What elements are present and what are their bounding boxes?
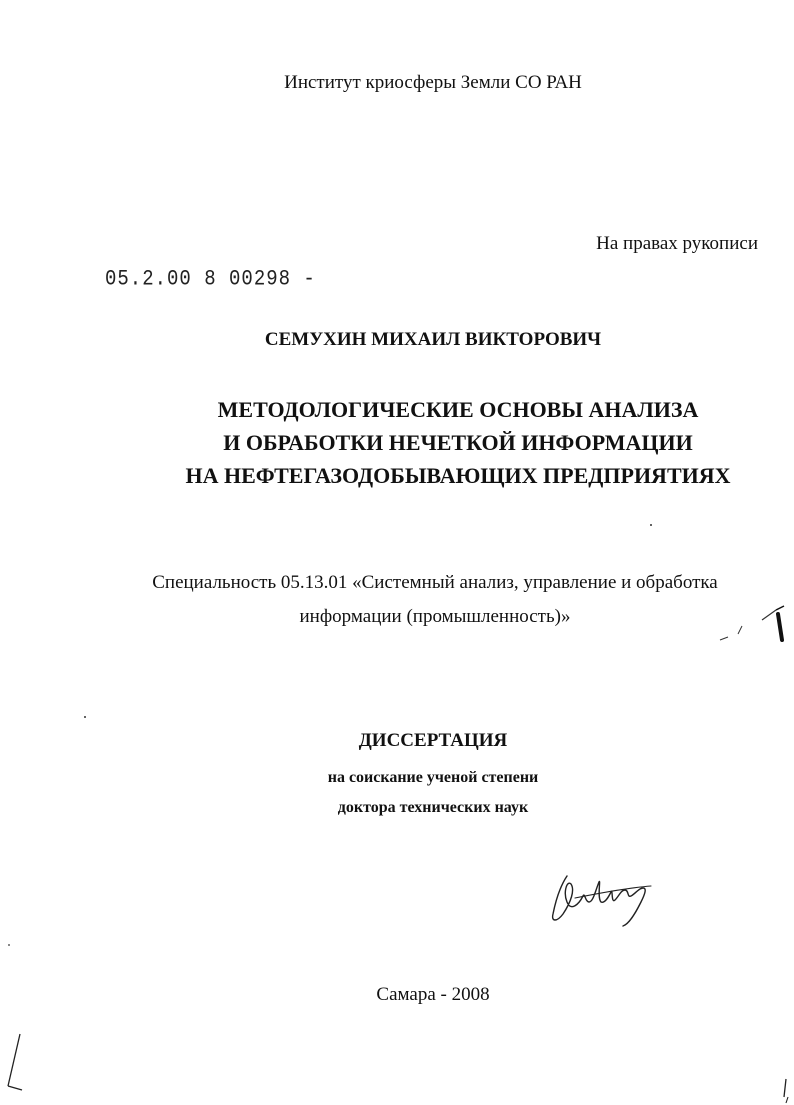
document-type-heading: ДИССЕРТАЦИЯ bbox=[358, 730, 508, 751]
scan-artifact-dot bbox=[80, 712, 90, 722]
specialty bbox=[0, 566, 794, 634]
title-line: И ОБРАБОТКИ НЕЧЕТКОЙ ИНФОРМАЦИИ bbox=[223, 430, 693, 455]
degree-line: на соискание ученой степени bbox=[327, 769, 539, 786]
scan-artifact-dot bbox=[4, 940, 14, 950]
specialty-line: Специальность 05.13.01 «Системный анализ, управление и обработка bbox=[152, 572, 718, 593]
title-line: НА НЕФТЕГАЗОДОБЫВАЮЩИХ ПРЕДПРИЯТИЯХ bbox=[185, 463, 731, 488]
degree-line: доктора технических наук bbox=[337, 799, 529, 816]
handwritten-signature bbox=[545, 868, 660, 928]
registration-stamp: 05.2.00 8 00298 - bbox=[105, 266, 316, 292]
author-name: СЕМУХИН МИХАИЛ ВИКТОРОВИЧ bbox=[264, 329, 602, 350]
dissertation-title bbox=[0, 393, 794, 492]
scan-artifact-marks bbox=[716, 600, 792, 646]
scan-artifact-dot bbox=[646, 520, 656, 530]
scan-artifact-marks bbox=[778, 1075, 794, 1105]
degree-description bbox=[0, 763, 794, 823]
manuscript-rights-note: На правах рукописи bbox=[596, 233, 758, 254]
title-line: МЕТОДОЛОГИЧЕСКИЕ ОСНОВЫ АНАЛИЗА bbox=[217, 397, 699, 422]
specialty-line: информации (промышленность)» bbox=[299, 606, 571, 627]
scan-artifact-marks bbox=[0, 1026, 40, 1105]
institute-name: Институт криосферы Земли СО РАН bbox=[284, 72, 582, 93]
city-and-year: Самара - 2008 bbox=[376, 984, 490, 1005]
